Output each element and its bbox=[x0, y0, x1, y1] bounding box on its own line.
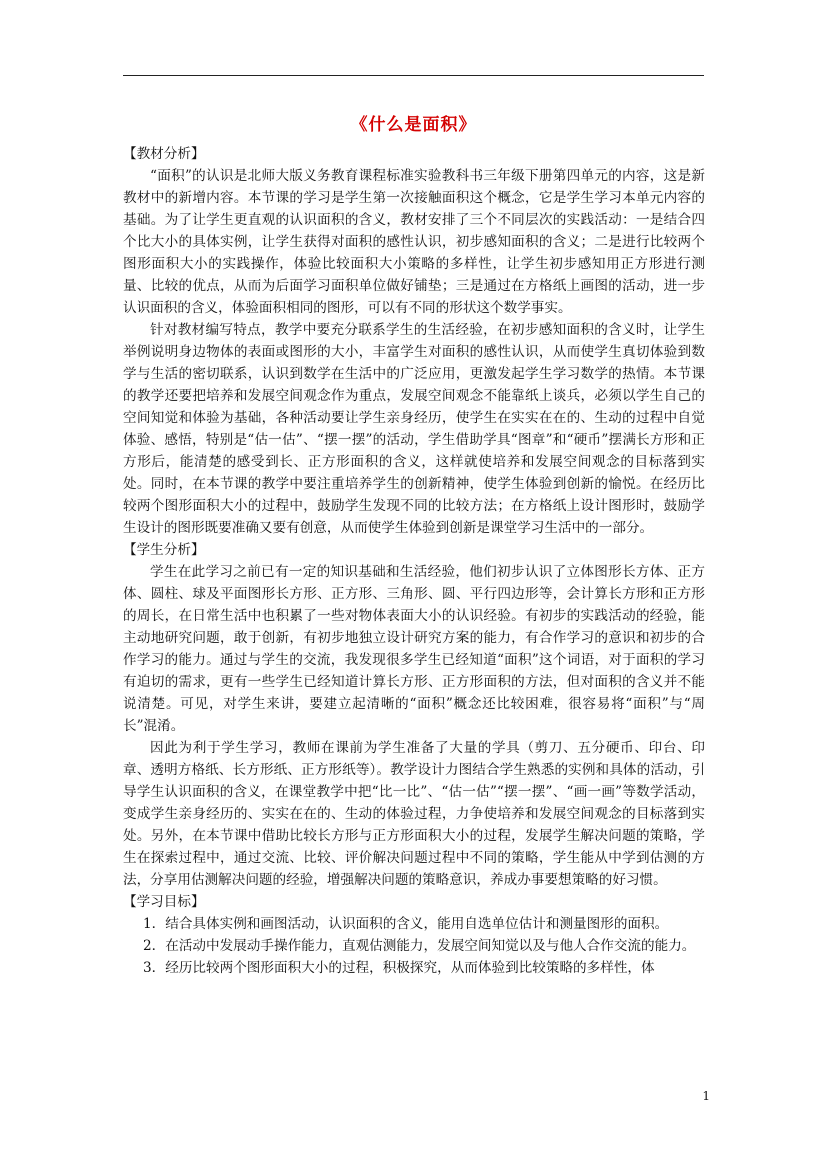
materials-paragraph-2: 针对教材编写特点，教学中要充分联系学生的生活经验，在初步感知面积的含义时，让学生举例说明身边物体的表面或图形的大小，丰富学生对面积的感性认识，从而使学生真切体验到数学与生活的密切联系，认识到数学在生活中的广泛应用，更激发起学生学习数学的热情。本节课的教学还要把培养和发展空间观念作为重点，发展空间观念不能靠纸上谈兵，必须以学生自己的空间知觉和体验为基础，各种活动要让学生亲身经历，使学生在实实在在的、生动的过程中自觉体验、感悟，特别是“估一估”、“摆一摆”的活动，学生借助学具“图章”和“硬币”摆满长方形和正方形后，能清楚的感受到长、正方形面积的含义，这样就使培养和发展空间观念的目标落到实处。同时，在本节课的教学中要注重培养学生的创新精神，使学生体验到创新的愉悦。在经历比较两个图形面积大小的过程中，鼓励学生发现不同的比较方法；在方格纸上设计图形时，鼓励学生设计的图形既要准确又要有创意，从而使学生体验到创新是课堂学习生活中的一部分。 bbox=[123, 322, 705, 536]
page-number: 1 bbox=[702, 1089, 710, 1103]
students-paragraph-1: 学生在此学习之前已有一定的知识基础和生活经验，他们初步认识了立体图形长方体、正方体、圆柱、球及平面图形长方形、正方形、三角形、圆、平行四边形等，会计算长方形和正方形的周长，在日常生活中也积累了一些对物体表面大小的认识经验。有初步的实践活动的经验，能主动地研究问题，敢于创新，有初步地独立设计研究方案的能力，有合作学习的意识和初步的合作学习的能力。通过与学生的交流，我发现很多学生已经知道“面积”这个词语，对于面积的学习有迫切的需求，更有一些学生已经知道计算长方形、正方形面积的方法，但对面积的含义并不能说清楚。可见，对学生来讲，要建立起清晰的“面积”概念还比较困难，很容易将“面积”与“周长”混淆。 bbox=[123, 564, 705, 734]
students-paragraph-2: 因此为利于学生学习，教师在课前为学生准备了大量的学具（剪刀、五分硬币、印台、印章、透明方格纸、长方形纸、正方形纸等）。教学设计力图结合学生熟悉的实例和具体的活动，引导学生认识面积的含义，在课堂教学中把“比一比”、“估一估”“摆一摆”、“画一画”等数学活动，变成学生亲身经历的、实实在在的、生动的体验过程，力争使培养和发展空间观念的目标落到实处。另外，在本节课中借助比较长方形与正方形面积大小的过程，发展学生解决问题的策略，学生在探索过程中，通过交流、比较、评价解决问题过程中不同的策略，学生能从中学到估测的方法，分享用估测解决问题的经验，增强解决问题的策略意识，养成办事要想策略的好习惯。 bbox=[123, 740, 705, 888]
section-heading-materials: 【教材分析】 bbox=[123, 146, 205, 162]
header-rule bbox=[123, 75, 704, 76]
goal-item-3: 3．经历比较两个图形面积大小的过程，积极探究，从而体验到比较策略的多样性，体 bbox=[143, 960, 655, 976]
materials-paragraph-1: “面积”的认识是北师大版义务教育课程标准实验教科书三年级下册第四单元的内容，这是新教材中的新增内容。本节课的学习是学生第一次接触面积这个概念，它是学生学习本单元内容的基础。为了让学生更直观的认识面积的含义，教材安排了三个不同层次的实践活动：一是结合四个比大小的具体实例，让学生获得对面积的感性认识，初步感知面积的含义；二是进行比较两个图形面积大小的实践操作，体验比较面积大小策略的多样性，让学生初步感知用正方形进行测量、比较的优点，从而为后面学习面积单位做好铺垫；三是通过在方格纸上画图的活动，进一步认识面积的含义，体验面积相同的图形，可以有不同的形状这个数学事实。 bbox=[123, 168, 705, 316]
goal-item-2: 2．在活动中发展动手操作能力，直观估测能力，发展空间知觉以及与他人合作交流的能力。 bbox=[143, 938, 696, 954]
document-title: 《什么是面积》 bbox=[350, 115, 477, 135]
goal-item-1: 1．结合具体实例和画图活动，认识面积的含义，能用自选单位估计和测量图形的面积。 bbox=[143, 916, 669, 932]
section-heading-goals: 【学习目标】 bbox=[123, 894, 205, 910]
document-body bbox=[123, 143, 705, 979]
section-heading-students: 【学生分析】 bbox=[123, 542, 205, 558]
